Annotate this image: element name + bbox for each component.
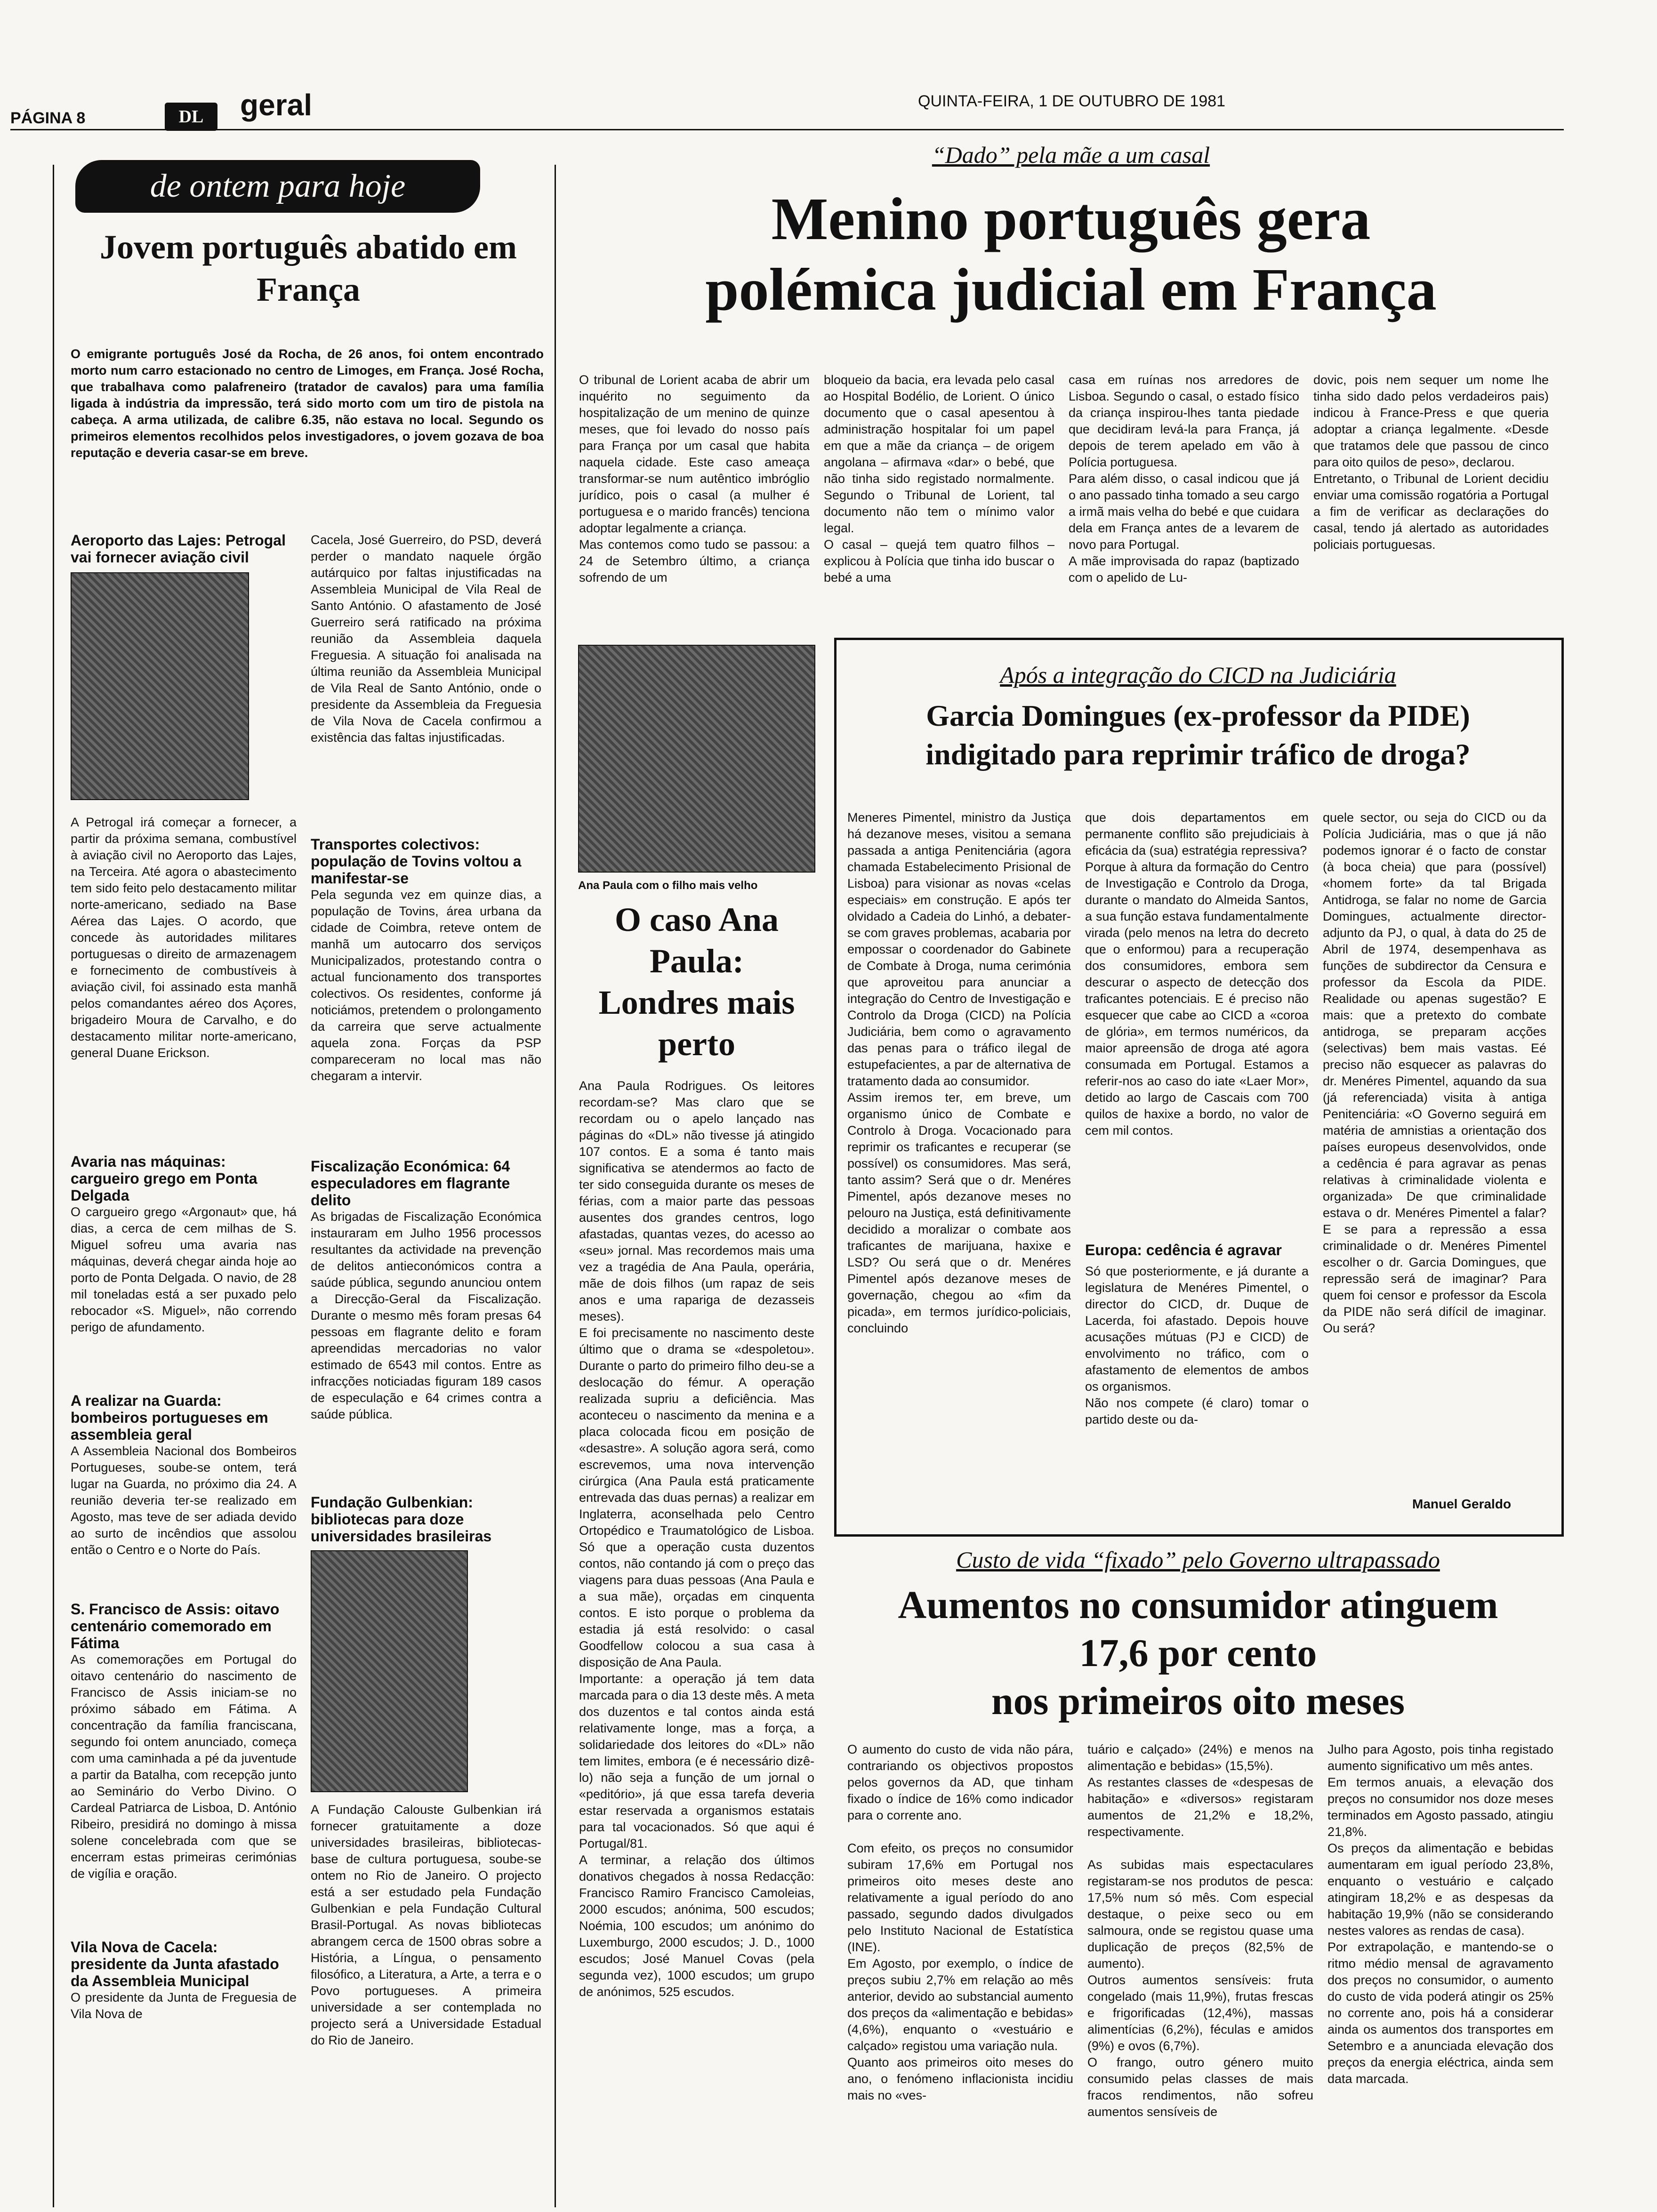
brief-heading-lajes: Aeroporto das Lajes: Petrogal vai fornecer aviação civil <box>71 532 286 566</box>
cicd-headline-line2: indigitado para reprimir tráfico de droga? <box>925 737 1471 771</box>
cicd-col2-body-cont: Só que posteriormente, e já durante a legislatura de Menéres Pimentel, o director do CICD, dr. Duque de Lacerda, foi afastado. Depois houve acusações mútuas (PJ e CICD) de envolvimento no tráfico, com o afastamento de elementos de ambos os organismos. Não nos compete (é claro) tomar o partido deste ou da- <box>1085 1264 1309 1427</box>
brief-body-fatima: As comemorações em Portugal do oitavo centenário do nascimento de Francisco de Assis iniciam-se no próximo sábado em Fátima. A concentração da família franciscana, segundo foi ontem anunciado, começa com uma caminhada a pé da juventude a partir da Batalha, com recepção junto ao Seminário do Verbo Divino. O Cardeal Patriarca de Lisboa, D. António Ribeiro, presidirá no domingo à missa solene concelebrada com que se encerram estas primeiras cerimónias de vigília e oração. <box>71 1652 297 1881</box>
cicd-col3: quele sector, ou seja do CICD ou da Polícia Judiciária, mas o que já não podemos ignorar é o facto de constar (à boca cheia) que para (possível) «homem forte» da tal Brigada Antidroga, se falar no nome de Garcia Domingues, actualmente director-adjunto da PJ, o qual, à data do 25 de Abril de 1974, desempenhava as funções de subdirector da Censura e professor da Escola da PIDE. Realidade ou apenas sugestão? E mais: que a pretexto do combate antidroga, se preparam acções (selectivas) bem mais vastas. Eé preciso não esquecer as palavras do dr. Menéres Pimentel, aquando da sua (já referenciada) visita à antiga Penitenciária: «O Governo seguirá em matéria de amnistias a orientação dos países europeus desenvolvidos, onde a cedência é para agravar as penas relativas à criminalidade violenta e organizada» De que criminalidade estava o dr. Menéres Pimentel a falar? E se para a repressão a essa criminalidade o dr. Menéres Pimentel escolher o dr. Garcia Domingues, que repressão será de imaginar? Para quem foi censor e professor da Escola da PIDE não será difícil de imaginar. Ou será? <box>1323 810 1546 1335</box>
main-col2: bloqueio da bacia, era levada pelo casal ao Hospital Bodélio, de Lorient. O único documento que o casal apesentou à administração hospitalar foi um papel em que a mãe da criança – de origem angolana – afirmava «dar» o bebé, que não tinha sido registado normalmente. Segundo o Tribunal de Lorient, tal documento não tem o mínimo valor legal. O casal – quejá tem quatro filhos – explicou à Polícia que tinha ido buscar o bebé a uma <box>824 373 1054 585</box>
brief-body-guarda: A Assembleia Nacional dos Bombeiros Portugueses, soube-se ontem, terá lugar na Guarda, no próximo dia 24. A reunião deveria ter-se realizado em Agosto, mas teve de ser adiada devido ao surto de incêndios que assolou então o Centro e o Norte do País. <box>71 1444 297 1557</box>
main-col3: casa em ruínas nos arredores de Lisboa. Segundo o casal, o estado físico da criança inspirou-lhes tanta piedade que decidiram levá-la para França, já depois de terem apelado em vão à Polícia portuguesa. Para além disso, o casal indicou que já o ano passado tinha tomado a seu cargo a irmã mais velha do bebé e que cuidara dela em França antes de a levarem de novo para Portugal. A mãe improvisada do rapaz (baptizado com o apelido de Lu- <box>1069 373 1299 585</box>
cost-headline <box>833 1581 1563 1725</box>
cost-col2: tuário e calçado» (24%) e menos na alimentação e bebidas» (15,5%). As restantes classes de «despesas de habitação» e «diversos» registaram aumentos de 21,2% e 18,2%, respectivamente. As subidas mais espectaculares registaram-se nos produtos de pesca: 17,5% num só mês. Com especial destaque, o peixe seco ou em salmoura, onde se registou quase uma duplicação de preços (82,5% de aumento). Outros aumentos sensíveis: fruta congelado (mais 11,9%), frutas frescas e frigorificadas (12,4%), massas alimentícias (6,2%), féculas e amidos (9%) e ovos (6,7%). O frango, outro género muito consumido pelas classes de mais fracos rendimentos, não sofreu aumentos sensíveis de <box>1087 1742 1313 2119</box>
sidebar-col1 <box>71 532 297 2025</box>
brief-heading-fiscalizacao: Fiscalização Económica: 64 especuladores em flagrante delito <box>311 1158 510 1209</box>
brief-body-tovins: Pela segunda vez em quinze dias, a população de Tovins, área urbana da cidade de Coimbra, reteve ontem de manhã um autocarro dos serviços Municipalizados, protestando contra o actual funcionamento dos transportes colectivos. Os residentes, conforme já noticiámos, pretendem o prolongamento da carreira que serve actualmente aquela zona. Forças da PSP compareceram no local mas não chegaram a intervir. <box>311 888 541 1083</box>
section-logo <box>165 103 217 131</box>
brief-body-fiscalizacao: As brigadas de Fiscalização Económica instauraram em Julho 1956 processos resultantes da actividade na prevenção de delitos antieconómicos contra a saúde pública, segundo anunciou ontem a Direcção-Geral da Fiscalização. Durante o mesmo mês foram presas 64 pessoas em flagrante delito e foram apreendidas mercadorias no valor estimado de 6543 mil contos. Entre as infracções noticiadas figuram 189 casos de especulação e 64 crimes contra a saúde pública. <box>311 1210 541 1421</box>
brief-heading-tovins: Transportes colectivos: população de Tovins voltou a manifestar-se <box>311 836 522 887</box>
cost-kicker: Custo de vida “fixado” pelo Governo ultrapassado <box>956 1547 1440 1573</box>
main-headline <box>579 184 1563 325</box>
cicd-subheading: Europa: cedência é agravar <box>1085 1242 1282 1258</box>
brief-heading-cacela: Vila Nova de Cacela: presidente da Junta afastado da Assembleia Municipal <box>71 1939 279 1989</box>
cost-headline-line3: nos primeiros oito meses <box>991 1679 1405 1723</box>
cost-headline-line1: Aumentos no consumidor atinguem <box>898 1583 1498 1627</box>
books-photo <box>311 1550 468 1792</box>
sidebar-banner-text: de ontem para hoje <box>150 168 406 204</box>
cicd-byline: Manuel Geraldo <box>1412 1497 1512 1511</box>
brief-body-lajes: A Petrogal irá começar a fornecer, a partir da próxima semana, combustível à aviação civil no Aeroporto das Lajes, na Terceira. Até agora o abastecimento tem sido feito pelo destacamento militar norte-americano, sediado na Base Aérea das Lajes. O acordo, que concede às autoridades militares portuguesas o direito de armazenagem e fornecimento de combustíveis à aviação civil, foi assinado esta manhã pelos comandantes aéreo dos Açores, brigadeiro Moura de Carvalho, e do destacamento militar norte-americano, general Duane Erickson. <box>71 815 297 1060</box>
cicd-col1: Meneres Pimentel, ministro da Justiça há dezanove meses, visitou a semana passada a antiga Penitenciária (agora chamada Estabelecimento Prisional de Lisboa) para visionar as novas «celas especiais» em construção. E após ter olvidado a Cadeia do Linhó, a debater-se com graves problemas, acabaria por empossar o coordenador do Gabinete de Combate à Droga, numa cerimónia que aproveitou para anunciar a integração do Centro de Investigação e Controlo da Droga (CICD) na Polícia Judiciária, bem como o agravamento das penas para o tráfico ilegal de estupefacientes, a par de alternativa de tratamento dada ao consumidor. Assim iremos ter, em breve, um organismo único de Combate e Controlo à Droga. Vocacionado para reprimir os traficantes e recuperar (se possível) os consumidores. Mas será, tanto assim? Será que o dr. Menéres Pimentel, após dezanove meses no pelouro na Justiça, está definitivamente decidido a moralizar o combate aos traficantes de marijuana, haxixe e LSD? Ou será que o dr. Menéres Pimentel após dezanove meses de governação, chegou ao «fim da picada», em termos jurídico-policiais, concluindo <box>847 810 1071 1335</box>
brief-heading-ponta-delgada: Avaria nas máquinas: cargueiro grego em Ponta Delgada <box>71 1153 257 1204</box>
sidebar-col2 <box>311 532 541 2159</box>
header-rule <box>10 129 1564 130</box>
sidebar-lead-body: O emigrante português José da Rocha, de 26 anos, foi ontem encontrado morto num carro estacionado no centro de Limoges, em França. José Rocha, que trabalhava como palafreneiro (tratador de cavalos) para uma família ligada à indústria da impressão, terá sido morto com um tiro de pistola na cabeça. A arma utilizada, de calibre 6.35, não estava no local. Segundo os primeiros elementos recolhidos pelos investigadores, o jovem gozava de boa reputação e deveria casar-se em breve. <box>71 347 544 460</box>
main-headline-line1: Menino português gera <box>771 185 1371 252</box>
brief-body-ponta-delgada: O cargueiro grego «Argonaut» que, há dias, a cerca de cem milhas de S. Miguel sofreu uma avaria nas máquinas, deverá chegar ainda hoje ao porto de Ponta Delgada. O navio, de 28 mil toneladas está a ser puxado pelo rebocador «S. Miguel», não correndo perigo de afundamento. <box>71 1205 297 1334</box>
cicd-headline <box>843 697 1553 774</box>
sidebar-frame-left <box>53 165 54 2207</box>
ana-paula-caption: Ana Paula com o filho mais velho <box>578 879 758 892</box>
cost-col3: Julho para Agosto, pois tinha registado aumento significativo um mês antes. Em termos anuais, a elevação dos preços no consumidor nos doze meses terminados em Agosto passado, atingiu 21,8%. Os preços da alimentação e bebidas aumentaram em igual período 23,8%, enquanto o vestuário e calçado atingiram 18,2% e as despesas da habitação 19,9% (não se considerando nestes valores as rendas de casa). Por extrapolação, e mantendo-se o ritmo médio mensal de agravamento dos preços no consumidor, o aumento do custo de vida poderá atingir os 25% no corrente ano, pois há a considerar ainda os aumentos dos transportes em Setembro e a anunciada elevação dos preços da energia eléctrica, ainda sem data marcada. <box>1327 1742 1553 2086</box>
cicd-headline-line1: Garcia Domingues (ex-professor da PIDE) <box>926 699 1470 732</box>
brief-heading-guarda: A realizar na Guarda: bombeiros portugueses em assembleia geral <box>71 1392 268 1443</box>
sidebar-frame-right <box>555 165 556 2207</box>
ana-paula-title: O caso Ana Paula: Londres mais perto <box>598 901 795 1063</box>
main-col1: O tribunal de Lorient acaba de abrir um inquérito no seguimento da hospitalização de um menino de quinze meses, que foi levado do nosso país para França por um casal que habita naquela cidade. Este caso ameaça transformar-se num autêntico imbróglio jurídico, pois o casal (a mulher é portuguesa e o marido francês) tenciona adoptar legalmente a criança. Mas contemos como tudo se passou: a 24 de Setembro último, a criança sofrendo de um <box>579 373 810 585</box>
ana-paula-photo <box>578 645 815 873</box>
main-headline-line2: polémica judicial em França <box>705 256 1437 323</box>
issue-date: QUINTA-FEIRA, 1 DE OUTUBRO DE 1981 <box>918 92 1226 110</box>
brief-heading-fatima: S. Francisco de Assis: oitavo centenário comemorado em Fátima <box>71 1601 280 1651</box>
cicd-kicker: Após a integração do CICD na Judiciária <box>1000 662 1396 688</box>
brief-body-cacela: O presidente da Junta de Freguesia de Vila Nova de <box>71 1990 297 2021</box>
cicd-col2-body: que dois departamentos em permanente conflito são prejudiciais à eficácia da (sua) estratégia repressiva? Porque à altura da formação do Centro de Investigação e Controlo da Droga, durante o mandato do Almeida Santos, a sua função estava fundamentalmente virada (pelo menos na letra do decreto que o enformou) para a recuperação dos consumidores, embora sem descurar o aspecto de detecção dos traficantes potenciais. E é preciso não esquecer que cabe ao CICD a «coroa de glória», em termos numéricos, da maior apreensão de droga até agora consumada em Portugal. Estamos a referir-nos ao caso do iate «Laer Mor», detido ao largo de Cascais com 700 quilos de haxixe a bordo, no valor de cem mil contos. <box>1085 810 1309 1138</box>
sidebar-lead-title: Jovem português abatido em França <box>100 228 517 308</box>
cost-headline-line2: 17,6 por cento <box>1079 1631 1317 1675</box>
page-number: PÁGINA 8 <box>10 109 86 127</box>
main-col4: dovic, pois nem sequer um nome lhe tinha sido dado pelos verdadeiros pais) indicou à France-Press e que queria adoptar a criança legalmente. «Desde que tratamos dele que passou de cinco para oito quilos de peso», declarou. Entretanto, o Tribunal de Lorient decidiu enviar uma comissão rogatória a Portugal a fim de verificar as declarações do casal, tendo já alertado as autoridades policiais portuguesas. <box>1313 373 1549 552</box>
ana-paula-body: Ana Paula Rodrigues. Os leitores recordam-se? Mas claro que se recordam ou o apelo lançado nas páginas do «DL» não tivesse já atingido 107 contos. E a soma é tanto mais significativa se atendermos ao facto de ter sido conseguida durante os meses de férias, com a maior parte das pessoas ausentes dos grandes centros, logo afastadas, quantas vezes, do acesso ao «seu» jornal. Mas recordemos mais uma vez a tragédia de Ana Paula, operária, mãe de dois filhos (um rapaz de seis anos e uma rapariga de dezasseis meses). E foi precisamente no nascimento deste último que o drama se «despoletou». Durante o parto do primeiro filho deu-se a deslocação do fémur. A operação realizada supriu a deficiência. Mas aconteceu o nascimento da menina e a placa colocada ficou em posição de «desastre». A solução agora será, como escrevemos, uma nova intervenção cirúrgica (Ana Paula está praticamente entrevada das duas pernas) a realizar em Inglaterra, aconselhada pelo Centro Ortopédico e Traumatológico de Lisboa. Só que a operação custa duzentos contos, não contando já com o preço das viagens para duas pessoas (Ana Paula e a sua mãe), orçadas em cinquenta contos. E isto porque o problema da estadia já está resolvido: o casal Goodfellow colocou a sua casa à disposição de Ana Paula. Importante: a operação já tem data marcada para o dia 13 deste mês. A meta dos duzentos e tal contos ainda está relativamente longe, mas a força, a solidariedade dos leitores do «DL» não tem limites, embora (e é necessário dizê-lo) não seja a função de um jornal o «peditório», já que essa tarefa deveria estar reservada a organismos estatais para tal vocacionados. Só que aqui é Portugal/81. A terminar, a relação dos últimos donativos chegados à nossa Redacção: Francisco Ramiro Francisco Camoleias, 2000 escudos; anónima, 500 escudos; Noémia, 100 escudos; um anónimo do Luxemburgo, 2000 escudos; J. D., 1000 escudos; José Manuel Covas (pela segunda vez), 1000 escudos; um grupo de anónimos, 525 escudos. <box>579 1079 814 1999</box>
brief-body-cacela-cont: Cacela, José Guerreiro, do PSD, deverá perder o mandato naquele órgão autárquico por faltas injustificadas na Assembleia Municipal de Vila Real de Santo António. O afastamento de José Guerreiro será ratificado na próxima reunião da Assembleia daquela Freguesia. A situação foi analisada na última reunião da Assembleia Municipal de Vila Real de Santo António, onde o presidente da Assembleia da Freguesia de Vila Nova de Cacela confirmou a existência das faltas injustificadas. <box>311 533 541 745</box>
main-kicker: “Dado” pela mãe a um casal <box>932 142 1210 168</box>
section-logo-letters: DL <box>178 107 204 127</box>
sidebar-banner <box>75 160 480 213</box>
cost-col1: O aumento do custo de vida não pára, contrariando os objectivos propostos pelos governos da AD, que tinham fixado o índice de 16% como indicador para o corrente ano. Com efeito, os preços no consumidor subiram 17,6% em Portugal nos primeiros oito meses deste ano relativamente a igual período do ano passado, segundo dados divulgados pelo Instituto Nacional de Estatística (INE). Em Agosto, por exemplo, o índice de preços subiu 2,7% em relação ao mês anterior, devido ao substancial aumento dos preços da «alimentação e bebidas» (4,6%), enquanto o «vestuário e calçado» registou uma variação nula. Quanto aos primeiros oito meses do ano, o fenómeno inflacionista incidiu mais no «ves- <box>847 1742 1073 2102</box>
brief-body-gulbenkian: A Fundação Calouste Gulbenkian irá fornecer gratuitamente a doze universidades brasileiras, bibliotecas-base de cultura portuguesa, soube-se ontem no Rio de Janeiro. O projecto está a ser estudado pela Fundação Gulbenkian e pela Fundação Cultural Brasil-Portugal. As novas bibliotecas abrangem cerca de 1500 obras sobre a História, a Língua, o pensamento filosófico, a Literatura, a Arte, a terra e o Povo portugueses. A primeira universidade a ser contemplada no projecto será a Universidade Estadual do Rio de Janeiro. <box>311 1803 541 2047</box>
brief-heading-gulbenkian: Fundação Gulbenkian: bibliotecas para doze universidades brasileiras <box>311 1494 492 1545</box>
cicd-col2 <box>1085 809 1309 1451</box>
section-name: geral <box>240 88 312 122</box>
lajes-photo <box>71 572 249 800</box>
